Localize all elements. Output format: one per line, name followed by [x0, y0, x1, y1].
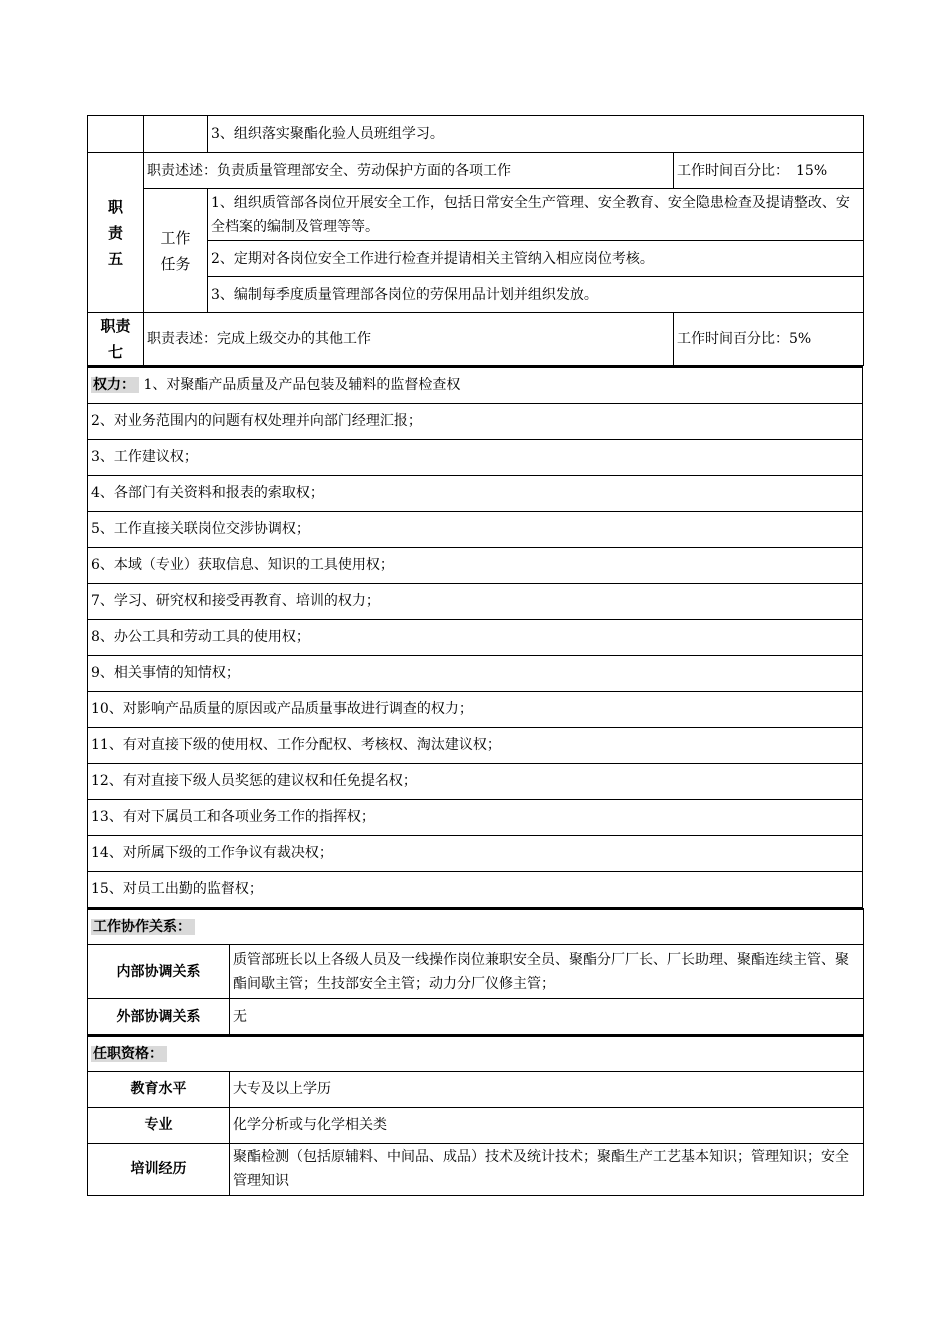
power-item: 10、对影响产品质量的原因或产品质量事故进行调查的权力； [88, 691, 863, 727]
cooperation-header [88, 909, 864, 945]
powers-table [87, 366, 863, 908]
internal-coord-value: 质管部班长以上各级人员及一线操作岗位兼职安全员、聚酯分厂厂长、厂长助理、聚酯连续主管、聚酯间歇主管；生技部安全主管；动力分厂仪修主管； [230, 945, 864, 999]
duties-table [87, 115, 864, 366]
qualifications-header [88, 1036, 864, 1071]
power-item: 11、有对直接下级的使用权、工作分配权、考核权、淘汰建议权； [88, 727, 863, 763]
duty7-description: 职责表述：完成上级交办的其他工作 [144, 313, 674, 366]
power-item: 4、各部门有关资料和报表的索取权； [88, 475, 863, 511]
prev-label-cell [88, 116, 144, 153]
duty5-task-2: 2、定期对各岗位安全工作进行检查并提请相关主管纳入相应岗位考核。 [208, 241, 864, 277]
power-item: 2、对业务范围内的问题有权处理并向部门经理汇报； [88, 403, 863, 439]
power-item: 1、对聚酯产品质量及产品包装及辅料的监督检查权 [143, 377, 461, 394]
internal-coord-label: 内部协调关系 [88, 945, 230, 999]
duty5-task-label: 工作 任务 [144, 189, 208, 313]
cooperation-title: 工作协作关系： [91, 919, 195, 935]
prev-task-item: 3、组织落实聚酯化验人员班组学习。 [208, 116, 864, 153]
major-label: 专业 [88, 1107, 230, 1143]
power-item: 9、相关事情的知情权； [88, 655, 863, 691]
power-item: 14、对所属下级的工作争议有裁决权； [88, 835, 863, 871]
powers-first-row [88, 367, 863, 403]
education-value: 大专及以上学历 [230, 1071, 864, 1107]
power-item: 15、对员工出勤的监督权； [88, 871, 863, 907]
major-value: 化学分析或与化学相关类 [230, 1107, 864, 1143]
training-label: 培训经历 [88, 1143, 230, 1195]
power-item: 13、有对下属员工和各项业务工作的指挥权； [88, 799, 863, 835]
duty5-description: 职责述述：负责质量管理部安全、劳动保护方面的各项工作 [144, 153, 674, 189]
power-item: 3、工作建议权； [88, 439, 863, 475]
training-value: 聚酯检测（包括原辅料、中间品、成品）技术及统计技术；聚酯生产工艺基本知识；管理知识；安全管理知识 [230, 1143, 864, 1195]
duty7-label: 职责 七 [88, 313, 144, 366]
duty5-task-1: 1、组织质管部各岗位开展安全工作，包括日常安全生产管理、安全教育、安全隐患检查及提请整改、安全档案的编制及管理等等。 [208, 189, 864, 241]
duty7-time-percent: 工作时间百分比：5% [674, 313, 864, 366]
duty5-task-3: 3、编制每季度质量管理部各岗位的劳保用品计划并组织发放。 [208, 277, 864, 313]
external-coord-label: 外部协调关系 [88, 999, 230, 1035]
power-item: 6、本域（专业）获取信息、知识的工具使用权； [88, 547, 863, 583]
power-item: 12、有对直接下级人员奖惩的建议权和任免提名权； [88, 763, 863, 799]
cooperation-table [87, 908, 864, 1036]
qualifications-title: 任职资格： [91, 1046, 167, 1062]
education-label: 教育水平 [88, 1071, 230, 1107]
prev-task-label-cell [144, 116, 208, 153]
power-item: 5、工作直接关联岗位交涉协调权； [88, 511, 863, 547]
external-coord-value: 无 [230, 999, 864, 1035]
duty5-label: 职 责 五 [88, 153, 144, 313]
power-item: 7、学习、研究权和接受再教育、培训的权力； [88, 583, 863, 619]
power-item: 8、办公工具和劳动工具的使用权； [88, 619, 863, 655]
qualifications-table [87, 1035, 864, 1196]
job-description-table [87, 115, 863, 1196]
duty5-time-percent: 工作时间百分比： 15% [674, 153, 864, 189]
powers-title: 权力： [91, 377, 139, 393]
